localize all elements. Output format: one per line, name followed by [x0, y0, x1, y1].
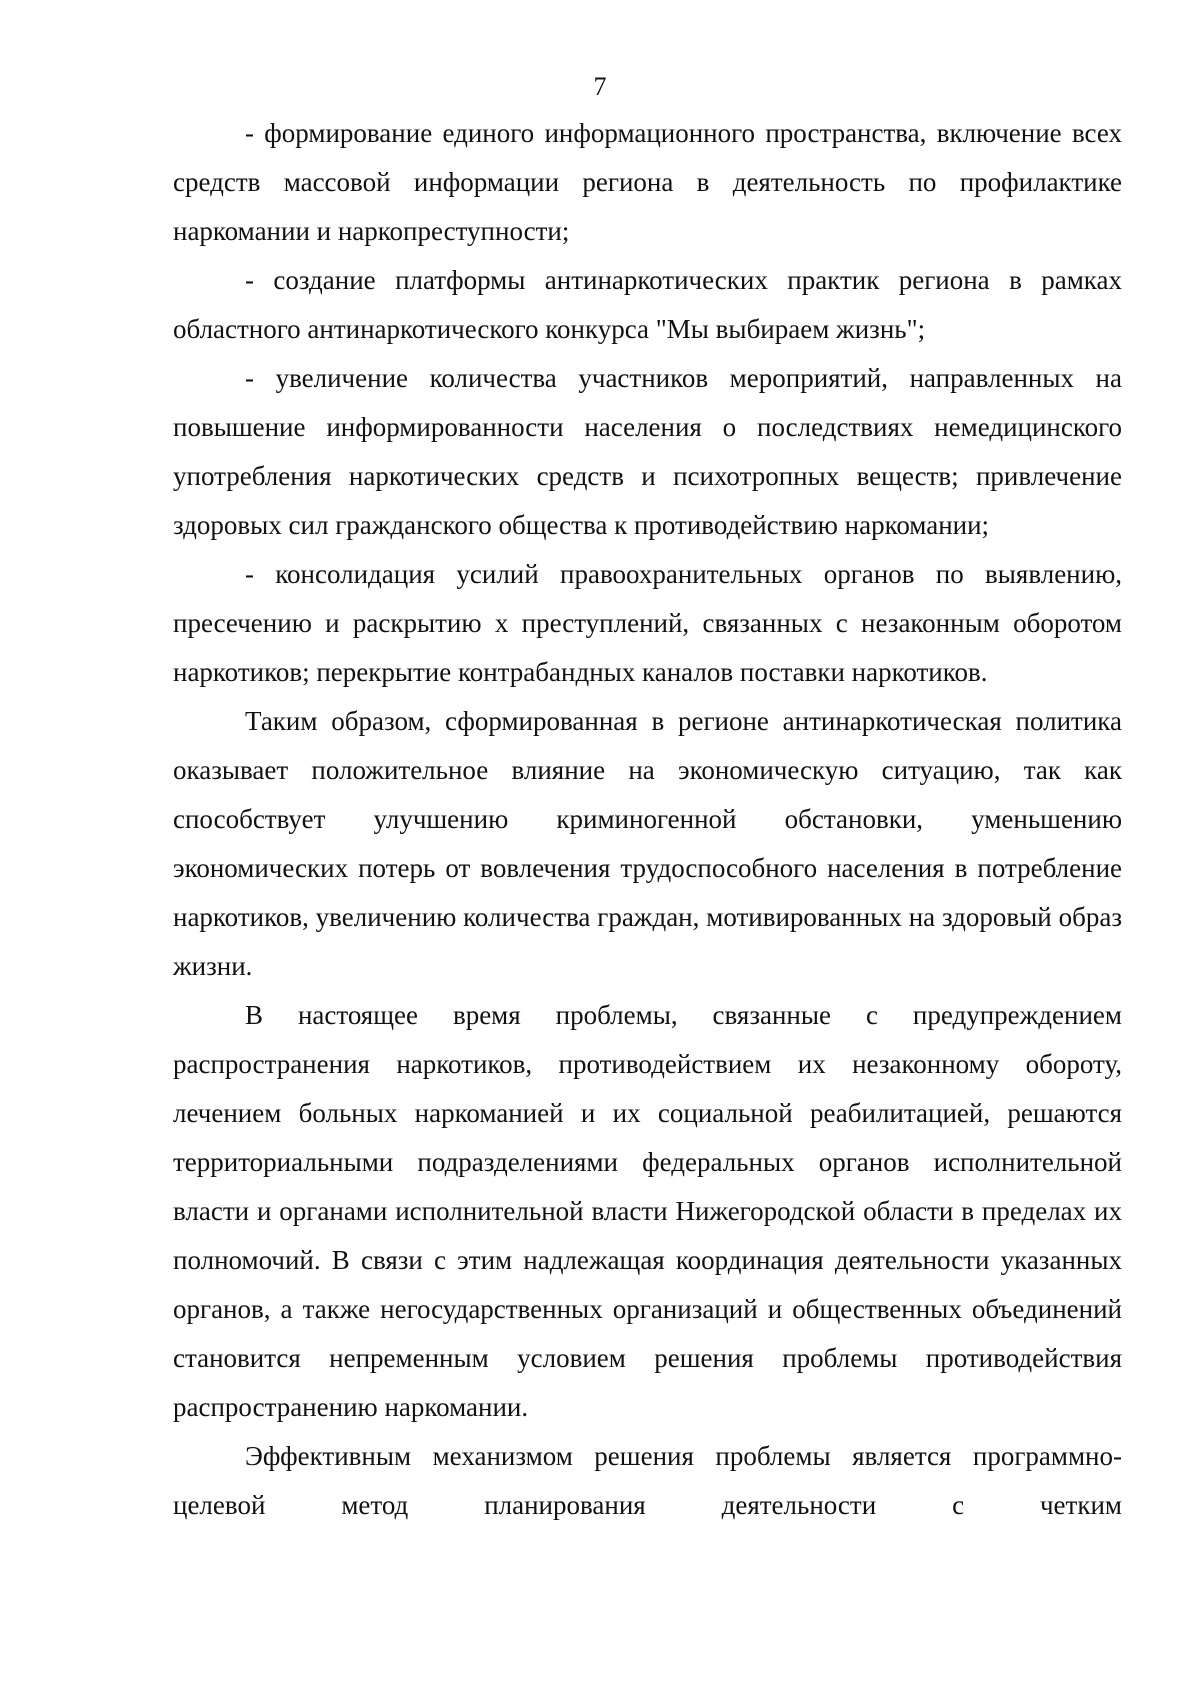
paragraph-law-enforcement: - консолидация усилий правоохранительных органов по выявлению, пресечению и раскрытию х преступлений, связанных с незаконным оборотом наркотиков; перекрытие контрабандных каналов поставки наркотиков.	[173, 559, 1122, 687]
paragraph-policy-impact: Таким образом, сформированная в регионе антинаркотическая политика оказывает положительное влияние на экономическую ситуацию, так как способствует улучшению криминогенной обстановки, уменьшению экономических потерь от вовлечения трудоспособного населения в потребление наркотиков, увеличению количества граждан, мотивированных на здоровый образ жизни.	[173, 706, 1122, 981]
paragraph-current-problems: В настоящее время проблемы, связанные с предупреждением распространения наркотиков, противодействием их незаконному обороту, лечением больных наркоманией и их социальной реабилитацией, решаются территориальными подразделениями федеральных органов исполнительной власти и органами исполнительной власти Нижегородской области в пределах их полномочий. В связи с этим надлежащая координация деятельности указанных органов, а также негосударственных организаций и общественных объединений становится непременным условием решения проблемы противодействия распространению наркомании.	[173, 1000, 1122, 1422]
page-number: 7	[593, 72, 607, 101]
paragraph-information-space: - формирование единого информационного пространства, включение всех средств массовой информации региона в деятельность по профилактике наркомании и наркопреступности;	[173, 118, 1122, 246]
body-text	[173, 109, 1122, 1530]
paragraph-participants-increase: - увеличение количества участников мероприятий, направленных на повышение информированности населения о последствиях немедицинского употребления наркотических средств и психотропных веществ; привлечение здоровых сил гражданского общества к противодействию наркомании;	[173, 363, 1122, 540]
paragraph-program-method: Эффективным механизмом решения проблемы является программно-целевой метод планирования деятельности с четким	[173, 1441, 1122, 1520]
paragraph-antidrug-platform: - создание платформы антинаркотических практик региона в рамках областного антинаркотического конкурса "Мы выбираем жизнь";	[173, 265, 1122, 344]
